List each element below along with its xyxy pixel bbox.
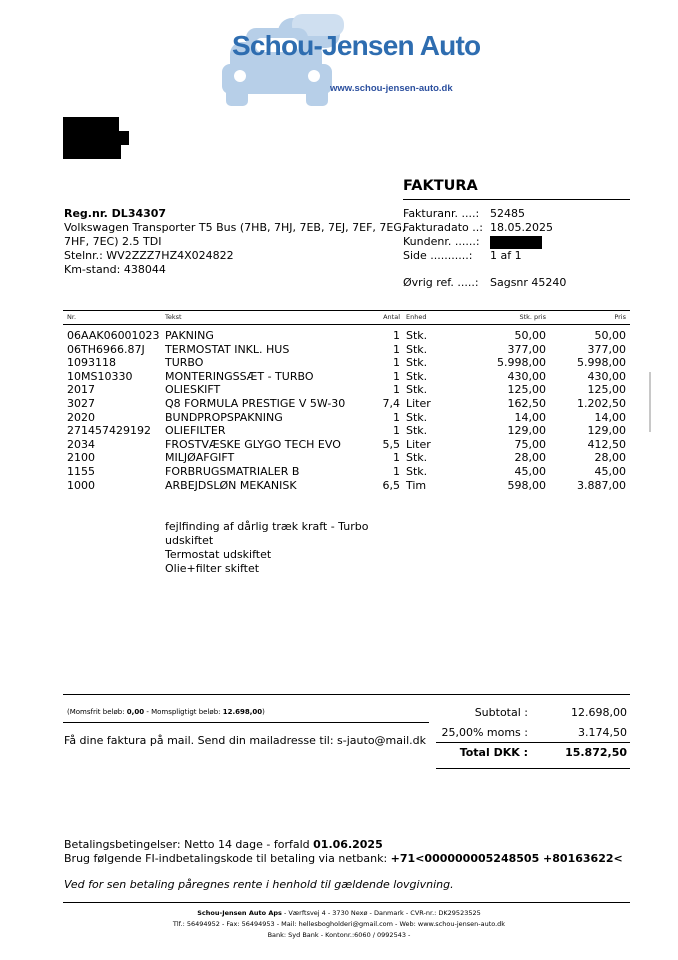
- table-row: [0, 424, 678, 438]
- table-row: [0, 465, 678, 479]
- col-header-unit-price: Stk. pris: [519, 313, 546, 321]
- item-quantity: 1: [393, 451, 400, 465]
- item-price: 377,00: [587, 342, 626, 356]
- item-unit: Stk.: [406, 451, 428, 465]
- col-header-nr: Nr.: [67, 313, 77, 321]
- item-quantity: 1: [393, 424, 400, 438]
- item-unit: Stk.: [406, 329, 428, 342]
- other-ref-label: Øvrig ref. .....:: [403, 276, 479, 289]
- item-unit: Stk.: [406, 342, 428, 356]
- item-unit: Liter: [406, 437, 431, 451]
- item-price: 3.887,00: [577, 478, 626, 492]
- col-header-price: Pris: [614, 313, 626, 321]
- table-row: [0, 397, 678, 411]
- vat-close: ): [262, 708, 265, 716]
- item-price: 14,00: [594, 410, 626, 424]
- vehicle-info: [64, 207, 405, 277]
- item-quantity: 1: [393, 369, 400, 383]
- table-row: [0, 438, 678, 452]
- side-print-mark: [646, 372, 654, 432]
- item-number: 10MS10330: [67, 369, 133, 383]
- item-unit-price: 430,00: [507, 369, 546, 383]
- col-header-qty: Antal: [383, 313, 400, 321]
- table-row: [0, 383, 678, 397]
- vat-breakdown: [67, 708, 265, 716]
- footer-address: - Værftsvej 4 - 3730 Nexø - Danmark - CVR-nr.: DK29523525: [281, 909, 481, 917]
- item-unit-price: 50,00: [514, 329, 546, 342]
- vat-exempt-label: (Momsfrit beløb:: [67, 708, 125, 716]
- item-description: MILJØAFGIFT: [165, 451, 235, 465]
- item-price: 430,00: [587, 369, 626, 383]
- item-unit-price: 162,50: [507, 397, 546, 410]
- invoice-number: 52485: [490, 207, 525, 220]
- subtotal-value: 12.698,00: [571, 706, 627, 719]
- item-unit-price: 598,00: [507, 478, 546, 492]
- table-row: [0, 329, 678, 343]
- item-description: BUNDPROPSPAKNING: [165, 410, 283, 424]
- footer-company: Schou-Jensen Auto Aps: [197, 909, 282, 917]
- item-number: 2100: [67, 451, 95, 465]
- item-price: 45,00: [594, 465, 626, 478]
- item-unit: Liter: [406, 397, 431, 410]
- interest-notice: Ved for sen betaling påregnes rente i henhold til gældende lovgivning.: [64, 878, 454, 891]
- item-number: 3027: [67, 397, 95, 410]
- item-price: 412,50: [587, 437, 626, 451]
- item-number: 271457429192: [67, 424, 151, 438]
- item-unit-price: 45,00: [514, 465, 546, 478]
- totals-bottom-rule: [436, 768, 630, 769]
- item-unit: Stk.: [406, 383, 428, 397]
- vat-liable-amount: 12.698,00: [222, 708, 263, 716]
- item-description: TERMOSTAT INKL. HUS: [165, 342, 290, 356]
- item-quantity: 1: [393, 410, 400, 424]
- item-unit: Stk.: [406, 424, 428, 438]
- item-unit-price: 28,00: [514, 451, 546, 465]
- item-description: Q8 FORMULA PRESTIGE V 5W-30: [165, 397, 346, 410]
- table-row: [0, 451, 678, 465]
- table-row: [0, 479, 678, 493]
- due-date: 01.06.2025: [313, 838, 383, 851]
- other-ref: Sagsnr 45240: [490, 276, 567, 289]
- item-number: 1155: [67, 465, 95, 478]
- document-title: FAKTURA: [403, 178, 478, 194]
- footer-contact: Tlf.: 56494952 - Fax: 56494953 - Mail: hellesbogholderi@gmail.com - Web: www.schou-jensen-auto.dk: [172, 920, 506, 928]
- item-price: 129,00: [587, 424, 626, 438]
- item-description: OLIESKIFT: [165, 383, 221, 397]
- item-quantity: 5,5: [382, 437, 400, 451]
- item-unit-price: 5.998,00: [497, 356, 546, 370]
- note-line: Termostat udskiftet: [165, 548, 272, 561]
- footer-company-line: [0, 909, 678, 917]
- item-unit-price: 377,00: [507, 342, 546, 356]
- table-header-rule: [63, 324, 630, 325]
- mail-notice: Få dine faktura på mail. Send din mailadresse til: s-jauto@mail.dk: [64, 734, 426, 747]
- col-header-text: Tekst: [165, 313, 182, 321]
- chassis-number: Stelnr.: WV2ZZZ7HZ4X024822: [64, 249, 234, 262]
- vat-info-rule: [63, 722, 429, 723]
- item-number: 1093118: [67, 356, 116, 370]
- table-row: [0, 343, 678, 357]
- item-number: 1000: [67, 478, 95, 492]
- invoice-date-label: Fakturadato ..:: [403, 221, 483, 234]
- item-price: 28,00: [594, 451, 626, 465]
- item-price: 50,00: [594, 329, 626, 342]
- item-number: 06AAK06001023: [67, 329, 160, 342]
- item-quantity: 1: [393, 342, 400, 356]
- fi-code: +71<000000005248505 +80163622<: [390, 852, 623, 865]
- item-unit: Stk.: [406, 410, 428, 424]
- redacted-customer-number: [490, 236, 542, 249]
- item-unit-price: 129,00: [507, 424, 546, 438]
- item-description: FROSTVÆSKE GLYGO TECH EVO: [165, 437, 341, 451]
- summary-rule: [63, 694, 630, 695]
- title-rule: [403, 199, 630, 200]
- item-price: 125,00: [587, 383, 626, 397]
- item-unit: Stk.: [406, 369, 428, 383]
- table-row: [0, 411, 678, 425]
- item-number: 2034: [67, 437, 95, 451]
- km-reading: Km-stand: 438044: [64, 263, 166, 276]
- item-quantity: 6,5: [382, 478, 400, 492]
- fi-payment-text: Brug følgende FI-indbetalingskode til betaling via netbank:: [64, 852, 388, 865]
- line-items: [0, 329, 678, 499]
- item-quantity: 1: [393, 383, 400, 397]
- vat-value: 3.174,50: [578, 726, 627, 739]
- item-number: 06TH6966.87J: [67, 342, 145, 356]
- item-quantity: 1: [393, 465, 400, 478]
- work-notes: [165, 520, 368, 576]
- redacted-customer-address: [63, 117, 119, 131]
- footer-rule: [63, 902, 630, 903]
- note-line: fejlfinding af dårlig træk kraft - Turbo: [165, 520, 369, 533]
- reg-number: Reg.nr. DL34307: [64, 207, 167, 220]
- totals-rule: [436, 742, 630, 743]
- item-unit: Stk.: [406, 465, 428, 478]
- total-label: Total DKK :: [459, 746, 528, 759]
- vehicle-model-cont: 7HF, 7EC) 2.5 TDI: [64, 235, 162, 248]
- item-unit: Tim: [406, 478, 427, 492]
- item-number: 2020: [67, 410, 95, 424]
- item-unit-price: 14,00: [514, 410, 546, 424]
- item-description: MONTERINGSSÆT - TURBO: [165, 369, 314, 383]
- page-label: Side ...........:: [403, 249, 473, 262]
- company-logo: [222, 14, 462, 110]
- payment-terms-text: Betalingsbetingelser: Netto 14 dage - forfald: [64, 838, 310, 851]
- item-price: 5.998,00: [577, 356, 626, 370]
- vehicle-model: Volkswagen Transporter T5 Bus (7HB, 7HJ, 7EB, 7EJ, 7EF, 7EG,: [64, 221, 406, 234]
- customer-number-label: Kundenr. ......:: [403, 235, 480, 248]
- table-top-rule: [63, 310, 630, 311]
- invoice-date: 18.05.2025: [490, 221, 553, 234]
- logo-url: www.schou-jensen-auto.dk: [330, 83, 453, 94]
- page-number: 1 af 1: [490, 249, 522, 262]
- logo-name: Schou-Jensen Auto: [232, 30, 481, 61]
- invoice-meta: [403, 207, 567, 290]
- payment-terms: [64, 838, 383, 852]
- vat-exempt-amount: 0,00: [126, 708, 145, 716]
- table-row: [0, 370, 678, 384]
- item-description: TURBO: [165, 356, 204, 370]
- item-quantity: 1: [393, 356, 400, 370]
- item-price: 1.202,50: [577, 397, 626, 410]
- note-line: Olie+filter skiftet: [165, 562, 260, 575]
- footer-bank: Bank: Syd Bank - Kontonr.:6060 / 0992543 -: [267, 931, 411, 939]
- col-header-unit: Enhed: [406, 313, 427, 321]
- item-description: PAKNING: [165, 329, 214, 342]
- vat-liable-label: - Momspligtigt beløb:: [146, 708, 221, 716]
- redacted-customer-address: [63, 131, 129, 145]
- item-description: ARBEJDSLØN MEKANISK: [165, 478, 297, 492]
- vat-label: 25,00% moms :: [441, 726, 528, 739]
- total-value: 15.872,50: [565, 746, 627, 759]
- invoice-number-label: Fakturanr. ....:: [403, 207, 480, 220]
- subtotal-label: Subtotal :: [474, 706, 528, 719]
- item-quantity: 7,4: [382, 397, 400, 410]
- item-description: FORBRUGSMATRIALER B: [165, 465, 300, 478]
- item-unit-price: 125,00: [507, 383, 546, 397]
- fi-payment-line: [64, 852, 623, 866]
- item-description: OLIEFILTER: [165, 424, 226, 438]
- item-unit: Stk.: [406, 356, 428, 370]
- table-row: [0, 356, 678, 370]
- item-unit-price: 75,00: [514, 437, 546, 451]
- redacted-customer-address: [63, 145, 121, 159]
- item-number: 2017: [67, 383, 95, 397]
- table-header: [0, 313, 678, 323]
- note-line: udskiftet: [165, 534, 214, 547]
- item-quantity: 1: [393, 329, 400, 342]
